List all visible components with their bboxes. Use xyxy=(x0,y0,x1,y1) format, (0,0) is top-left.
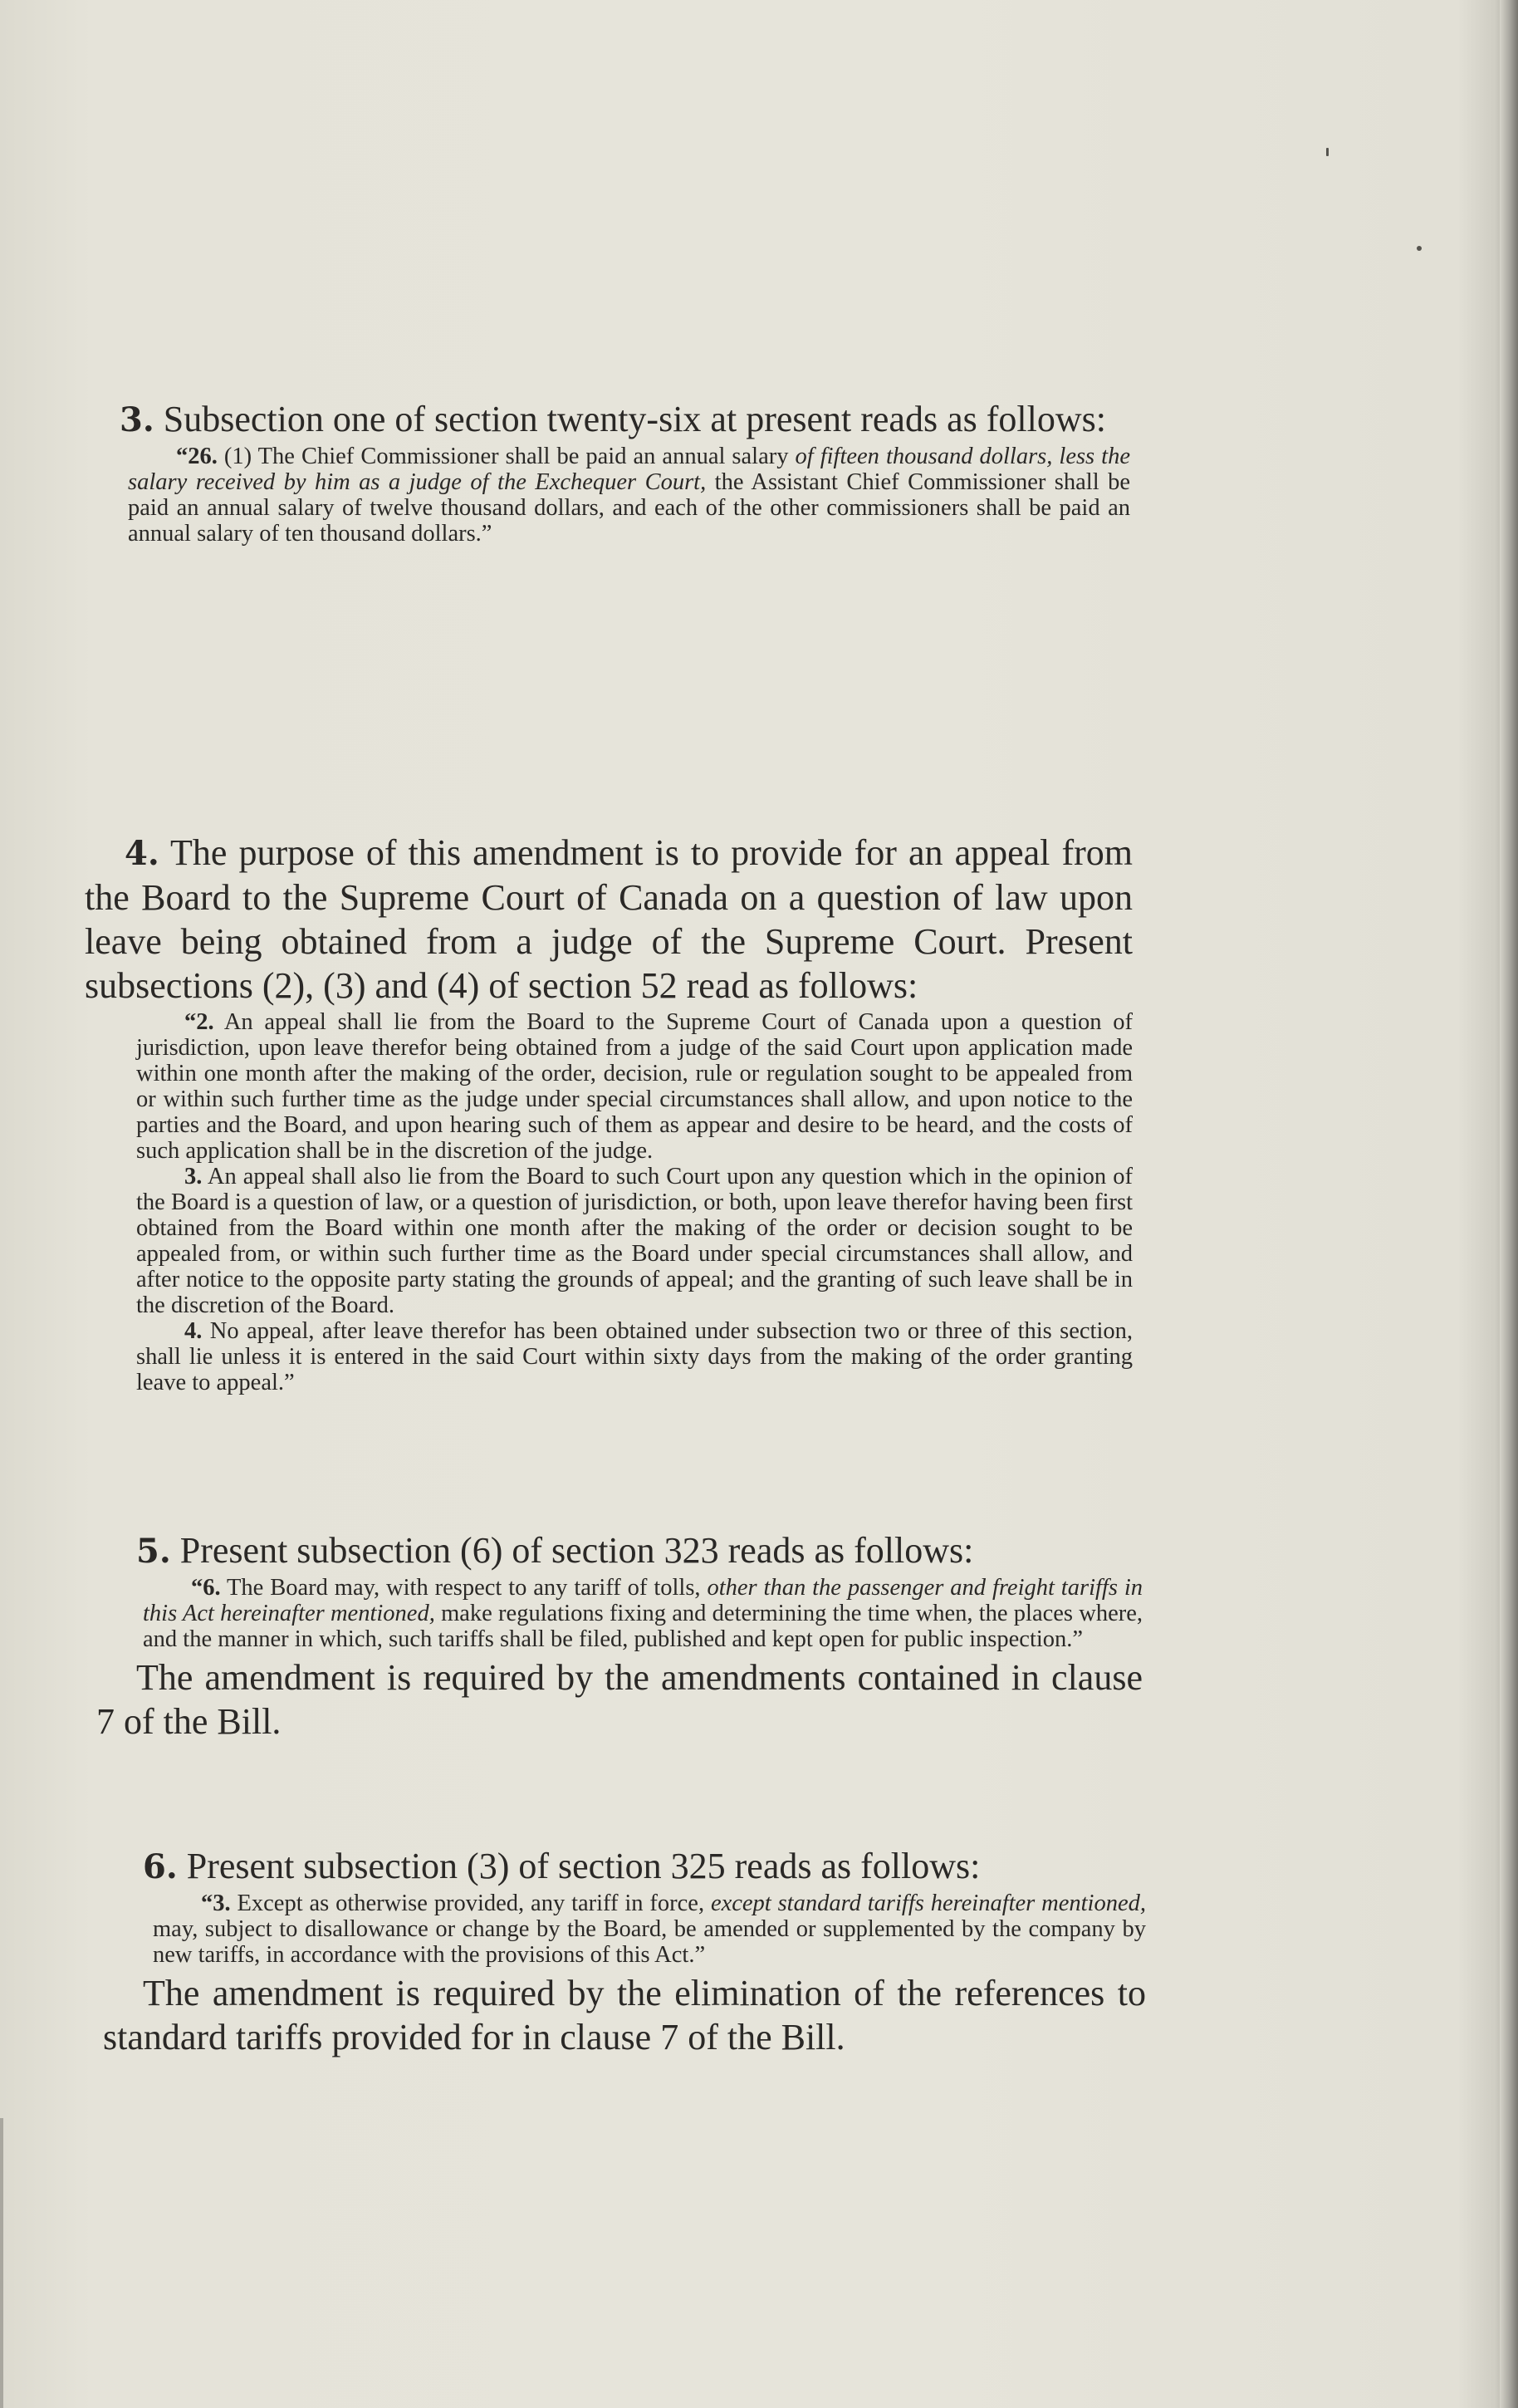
section-4-lead xyxy=(85,831,1133,1008)
quote-paragraph-number: “26. xyxy=(176,444,218,469)
section-3-lead-text: Subsection one of section twenty-six at present reads as follows: xyxy=(163,399,1106,439)
quote-text: The Board may, with respect to any tariff of tolls, xyxy=(220,1575,708,1601)
quote-paragraph-number: 4. xyxy=(184,1318,203,1344)
quote-text: make regulations fixing and determining the time when, the places where, and the manner in which, such tariffs shall be filed, published and kept open for public inspection.” xyxy=(143,1601,1143,1652)
section-4 xyxy=(85,831,1133,1395)
quote-paragraph-number: 3. xyxy=(184,1164,203,1189)
section-5 xyxy=(96,1528,1143,1743)
quote-text: (1) The Chief Commissioner shall be paid an annual salary xyxy=(217,444,796,469)
quote-text: No appeal, after leave therefor has been obtained under subsection two or three of this section, shall lie unless it is entered in the said Court within sixty days from the making of the order granting leave to appeal.” xyxy=(136,1318,1133,1395)
ink-speck xyxy=(1326,148,1329,156)
quote-paragraph xyxy=(136,1009,1133,1164)
section-6-lead xyxy=(103,1844,1146,1889)
section-5-quote xyxy=(96,1575,1143,1652)
quote-text: Except as otherwise provided, any tariff in force, xyxy=(230,1891,711,1916)
quote-text-italic: of fifteen thousand dollars, less the salary received by him as a judge of the Exchequer Court, xyxy=(128,444,1130,495)
section-5-number: 5. xyxy=(136,1532,171,1571)
section-4-number: 4. xyxy=(125,834,159,873)
quote-text: An appeal shall also lie from the Board to such Court upon any question which in the opinion of the Board is a question of law, or a question of jurisdiction, or both, upon leave therefor having been first obtained from the Board within one month after the making of the order or decision sought to be appealed from, or within such further time as the Board under special circumstances shall allow, and after notice to the opposite party stating the grounds of appeal; and the granting of such leave shall be in the discretion of the Board. xyxy=(136,1164,1133,1318)
section-6-lead-text: Present subsection (3) of section 325 reads as follows: xyxy=(186,1846,981,1886)
quote-paragraph-number: “3. xyxy=(201,1891,231,1916)
section-6 xyxy=(103,1844,1146,2059)
page-edge-left xyxy=(0,2118,3,2408)
quote-text: the Assistant Chief Commissioner shall be paid an annual salary of twelve thousand dollars, and each of the other commissioners shall be paid an annual salary of ten thousand dollars.” xyxy=(128,469,1130,547)
quote-text: An appeal shall lie from the Board to the Supreme Court of Canada upon a question of jurisdiction, upon leave therefor being obtained from a judge of the said Court upon application made within one month after the making of the order, decision, rule or regulation sought to be appealed from or within such further time as the judge under special circumstances shall allow, and upon notice to the parties and the Board, and upon hearing such of them as appear and desire to be heard, and the costs of such application shall be in the discretion of the judge. xyxy=(136,1009,1133,1164)
ink-speck xyxy=(1417,246,1422,251)
section-3-lead xyxy=(80,397,1130,442)
quote-paragraph xyxy=(153,1891,1146,1968)
section-3-number: 3. xyxy=(120,400,154,439)
quote-text: may, subject to disallowance or change by the Board, be amended or supplemented by the company by new tariffs, in accordance with the provisions of this Act.” xyxy=(153,1916,1146,1968)
quote-paragraph-number: “6. xyxy=(191,1575,221,1601)
section-6-number: 6. xyxy=(143,1847,178,1886)
quote-paragraph xyxy=(136,1318,1133,1395)
quote-paragraph xyxy=(143,1575,1143,1652)
section-3-quote xyxy=(80,444,1130,547)
section-5-lead-text: Present subsection (6) of section 323 reads as follows: xyxy=(179,1530,974,1571)
section-4-quote xyxy=(85,1009,1133,1395)
section-3 xyxy=(80,397,1130,547)
section-6-quote xyxy=(103,1891,1146,1968)
quote-paragraph xyxy=(128,444,1130,547)
section-5-note: The amendment is required by the amendments contained in clause 7 of the Bill. xyxy=(96,1657,1143,1742)
section-6-note: The amendment is required by the elimination of the references to standard tariffs provided for in clause 7 of the Bill. xyxy=(103,1973,1146,2057)
section-5-lead xyxy=(96,1528,1143,1573)
quote-paragraph-number: “2. xyxy=(184,1009,214,1035)
page-edge-shadow xyxy=(1500,0,1518,2408)
quote-paragraph xyxy=(136,1164,1133,1318)
quote-text-italic: except standard tariffs hereinafter mentioned, xyxy=(710,1891,1146,1916)
quote-text-italic: other than the passenger and freight tariffs in this Act hereinafter mentioned, xyxy=(143,1575,1143,1626)
section-4-lead-text: The purpose of this amendment is to provide for an appeal from the Board to the Supreme Court of Canada on a question of law upon leave being obtained from a judge of the Supreme Court. Present subsections (2), (3) and (4) of section 52 read as follows: xyxy=(85,832,1133,1006)
